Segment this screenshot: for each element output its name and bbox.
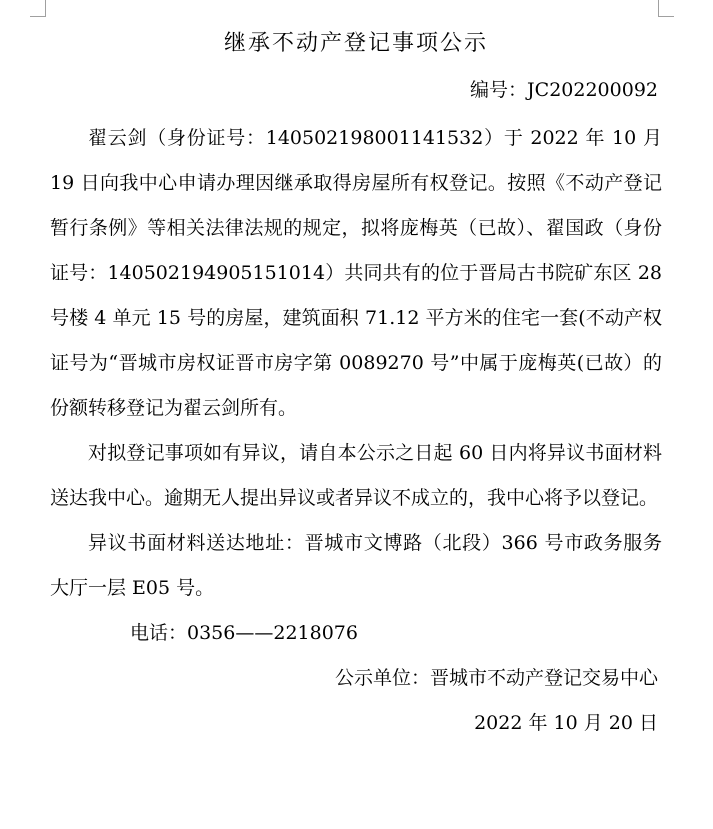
page-corner-mark-right — [658, 0, 660, 16]
paragraph-address: 异议书面材料送达地址：晋城市文博路（北段）366 号市政务服务大厅一层 E05 号。 — [50, 532, 662, 599]
document-number: 编号：JC202200092 — [470, 79, 658, 101]
paragraph-objection: 对拟登记事项如有异议，请自本公示之日起 60 日内将异议书面材料送达我中心。逾期无人提出异议或者异议不成立的，我中心将予以登记。 — [50, 442, 662, 509]
page-corner-mark-left-horizontal — [30, 16, 46, 17]
paragraph-main: 翟云剑（身份证号：140502198001141532）于 2022 年 10 月 19 日向我中心申请办理因继承取得房屋所有权登记。按照《不动产登记暂行条例》等相关法律法规的规定，拟将庞梅英（已故）、翟国政（身份证号：140502194905151014）共同共有的位于晋局古书院矿东区 28 号楼 4 单元 15 号的房屋，建筑面积 71.12 平方米的住宅一套(不动产权证号为“晋城市房权证晋市房字第 0089270 号”中属于庞梅英(已故）的份额转移登记为翟云剑所有。 — [50, 127, 662, 419]
contact-phone: 电话：0356——2218076 — [130, 622, 358, 644]
page-corner-mark-left — [45, 0, 47, 16]
issue-date: 2022 年 10 月 20 日 — [474, 712, 658, 734]
document-body — [50, 26, 662, 746]
document-title: 继承不动产登记事项公示 — [223, 31, 488, 56]
page-corner-mark-right-horizontal — [658, 16, 674, 17]
issuer-unit: 公示单位：晋城市不动产登记交易中心 — [334, 667, 658, 689]
